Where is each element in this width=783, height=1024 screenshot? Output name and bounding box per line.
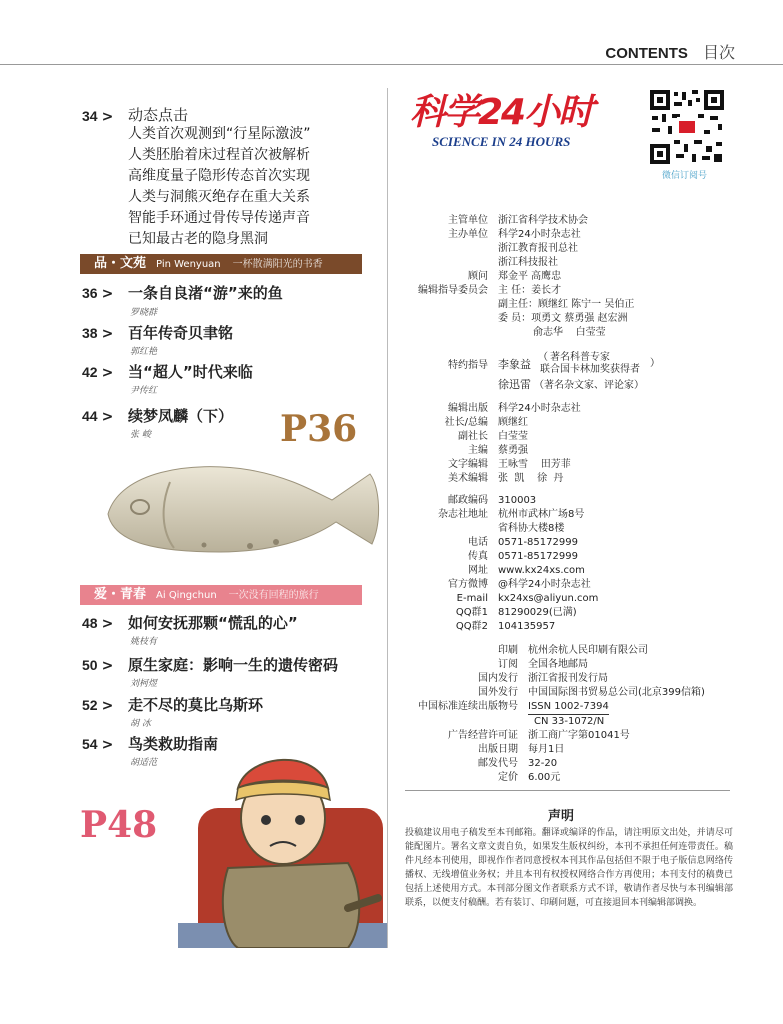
article-author: 姚枝有: [130, 637, 158, 647]
section-title: 品・文苑: [94, 256, 147, 271]
section-title: 爱・青春: [94, 587, 147, 602]
special-advisors: 特约指导 李象益 （ 著名科普专家 联合国卡林加奖获得者 ） 徐迅雷 （著名杂文家、评论家）: [448, 352, 660, 391]
p36-label: P36: [280, 408, 358, 450]
section-slogan: 一杯散满阳光的书香: [232, 259, 323, 270]
article-title[interactable]: 当“超人”时代来临: [128, 363, 253, 381]
news-item[interactable]: 已知最古老的隐身黑洞: [128, 231, 268, 247]
news-item[interactable]: 智能手环通过骨传导传递声音: [128, 210, 310, 226]
notice-body: 投稿建议用电子稿发至本刊邮箱。翻译或编译的作品，请注明原文出处，并请尽可能配图片。署名文章文责自负，如果发生版权纠纷，本刊不承担任何连带责任。稿件凡经本刊使用，即视作作者同意授权本刊其作品包括但不限于电子版信息网络传播权、无线增值业务权；并且本刊有权授权网络合作方再使用；本刊支付的稿费已包括上述使用方式。本刊部分图文作者联系方式不详，敬请作者尽快与本刊编辑部联系，以便支付稿酬。若有装订、印刷问题，可直接退回本刊编辑部调换。: [405, 828, 733, 908]
article-page: 42 >: [82, 364, 114, 381]
contact-block: 邮政编码 310003 杂志社地址 杭州市武林广场8号 省科协大楼8楼 电话 0571-85172999 传真 0571-85172999 网址 www.kx24xs.com 官方微博 @科学24小时杂志社 E-mail kx24xs@aliyun.com QQ群1 81290029(已满) QQ群2 104135957: [438, 495, 599, 632]
qr-code-icon[interactable]: [648, 88, 726, 166]
article-title[interactable]: 走不尽的莫比乌斯环: [128, 696, 264, 714]
logo-cn: 科学24小时: [410, 92, 593, 133]
column-divider: [387, 88, 388, 948]
news-list: [128, 124, 311, 250]
news-item[interactable]: 人类首次观测到“行星际激波”: [128, 126, 311, 142]
article-page: 52 >: [82, 697, 114, 714]
article-page: 38 >: [82, 325, 114, 342]
article-title[interactable]: 一条自良渚“游”来的鱼: [128, 284, 283, 302]
magazine-logo: [410, 92, 632, 164]
article-title[interactable]: 续梦凤麟（下）: [128, 407, 234, 425]
article-title[interactable]: 百年传奇贝聿铭: [128, 324, 234, 342]
section-pinyin: Ai Qingchun: [156, 590, 217, 601]
article-title[interactable]: 原生家庭：影响一生的遗传密码: [128, 656, 339, 674]
p48-label: P48: [80, 804, 158, 846]
jade-fish-image: [100, 452, 385, 562]
article-page: 50 >: [82, 657, 114, 674]
email-link[interactable]: kx24xs@aliyun.com: [498, 593, 599, 604]
news-entry[interactable]: [82, 106, 113, 125]
article-author: 张 峻: [130, 430, 151, 440]
arrow-icon: >: [101, 109, 114, 125]
article-page: 48 >: [82, 615, 114, 632]
qr-caption: 微信订阅号: [662, 171, 708, 181]
header-rule: [0, 64, 783, 65]
notice-rule: [405, 790, 730, 791]
printing-block: 印刷 杭州余杭人民印刷有限公司 订阅 全国各地邮局 国内发行 浙江省报刊发行局 国外发行 中国国际图书贸易总公司(北京399信箱) 中国标准连续出版物号 ISSN 1002-7394 CN 33-1072/N 广告经营许可证 浙工商广字第01041号 出版日期 每月1日 邮发代号 32-20 定价 6.00元: [418, 645, 705, 783]
article-author: 胡 冰: [130, 719, 151, 729]
notice-title: 声明: [548, 809, 575, 824]
header-contents-en: CONTENTS: [605, 45, 688, 62]
masthead-block: 主管单位 浙江省科学技术协会 主办单位 科学24小时杂志社 浙江教育报刊总社 浙江科技报社 顾问 郑金平 高鹰忠 编辑指导委员会 主 任：姜长才 副主任：顾继红 陈宁一 吴伯正 委 员：项勇文 蔡勇强 赵宏洲 俞志华 白莹莹: [418, 215, 635, 338]
article-author: 胡适范: [130, 758, 158, 768]
article-author: 尹传红: [130, 386, 158, 396]
news-item[interactable]: 人类与洞熊灭绝存在重大关系: [128, 189, 310, 205]
article-title[interactable]: 如何安抚那颗“慌乱的心”: [128, 614, 298, 632]
website-link[interactable]: www.kx24xs.com: [498, 565, 585, 576]
header-contents-cn: 目次: [702, 43, 735, 62]
news-item[interactable]: 高维度量子隐形传态首次实现: [128, 168, 310, 184]
article-author: 罗晓群: [130, 308, 158, 318]
article-title[interactable]: 鸟类救助指南: [128, 735, 219, 753]
news-item[interactable]: 人类胚胎着床过程首次被解析: [128, 147, 310, 163]
article-author: 刘柯煜: [130, 679, 158, 689]
section-pinyin: Pin Wenyuan: [156, 259, 221, 270]
section-banner-ai-qingchun: [80, 585, 362, 605]
section-banner-pin-wenyuan: [80, 254, 362, 274]
logo-en: SCIENCE IN 24 HOURS: [432, 134, 571, 149]
article-author: 郭红艳: [130, 347, 158, 357]
news-title[interactable]: 动态点击: [128, 106, 189, 124]
page-number: 34: [82, 108, 98, 124]
cartoon-old-man-image: [178, 748, 388, 948]
article-page: 54 >: [82, 736, 114, 753]
article-page: 44 >: [82, 408, 114, 425]
section-slogan: 一次没有回程的旅行: [228, 590, 319, 601]
article-page: 36 >: [82, 285, 114, 302]
page-header: [605, 40, 735, 63]
editorial-block: 编辑出版 科学24小时杂志社 社长/总编 顾继红 副社长 白莹莹 主编 蔡勇强 文字编辑 王咏雪 田芳菲 美术编辑 张 凯 徐 丹: [444, 403, 581, 484]
